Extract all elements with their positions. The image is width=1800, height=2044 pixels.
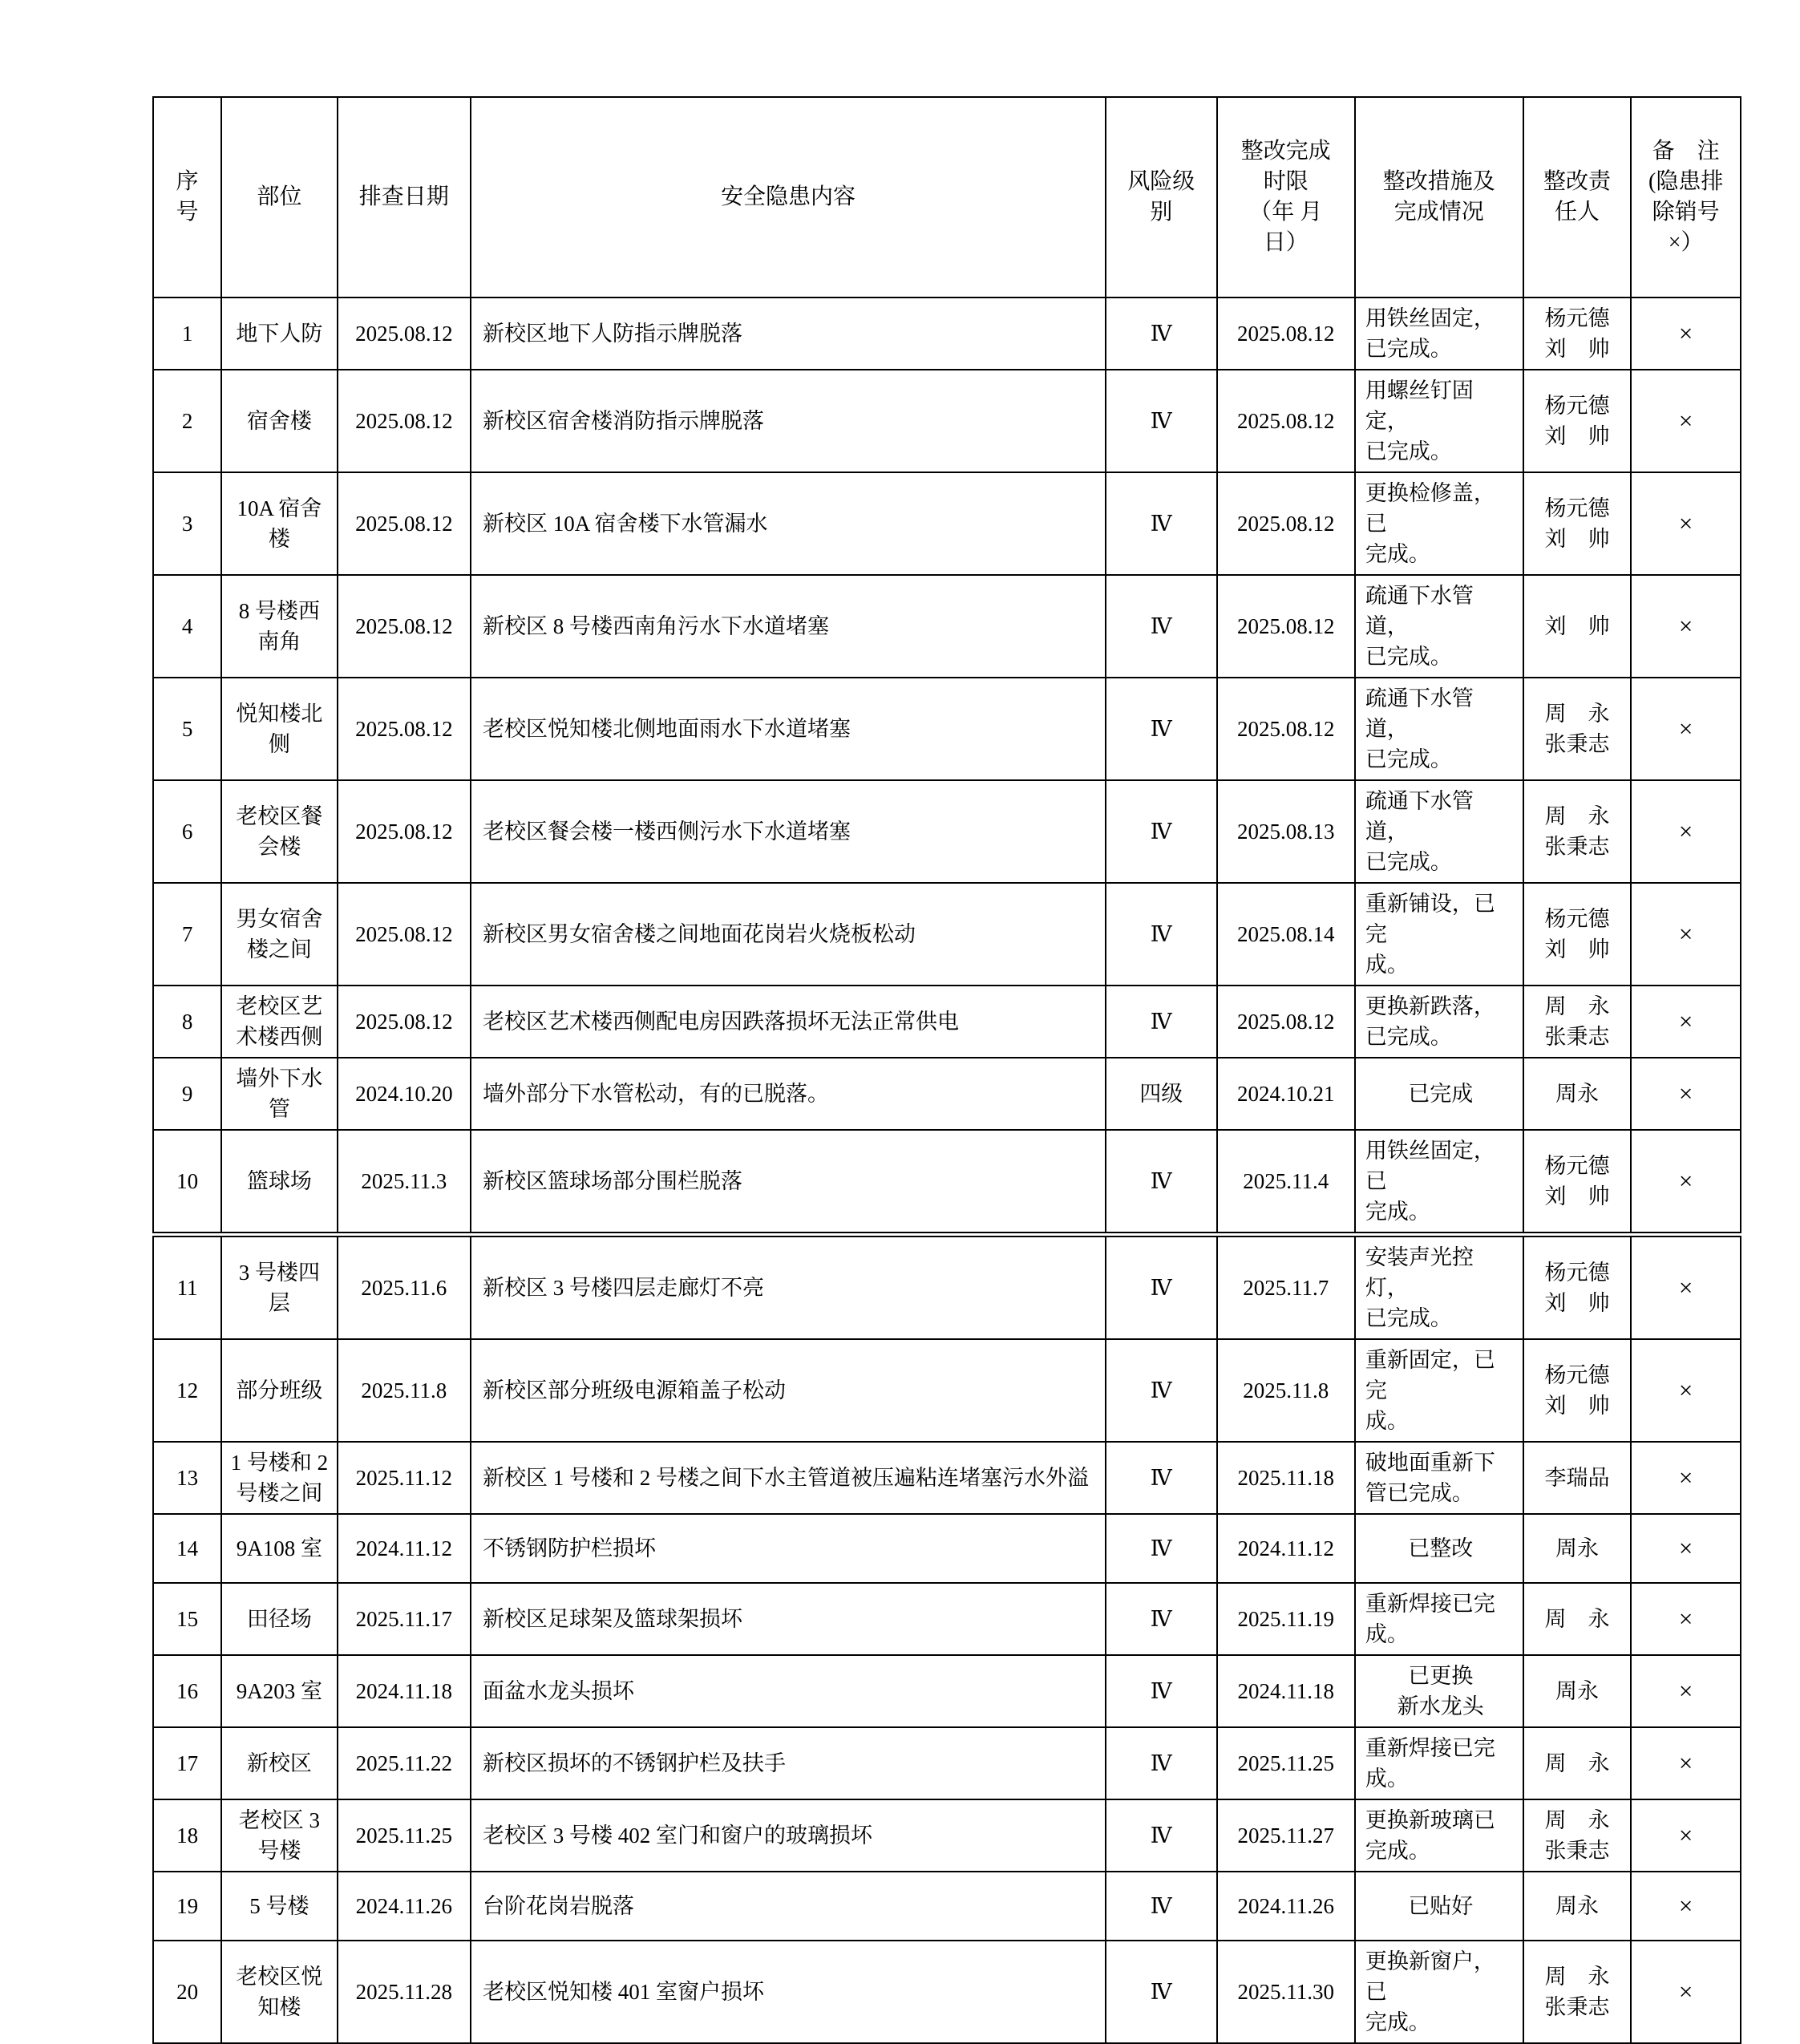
cell-remark: × [1631, 575, 1741, 678]
cell-serial: 2 [153, 370, 221, 472]
cell-risk-level: Ⅳ [1106, 1442, 1217, 1514]
cell-hazard: 墙外部分下水管松动，有的已脱落。 [471, 1058, 1106, 1130]
cell-remark: × [1631, 780, 1741, 883]
header-serial-number: 序 号 [153, 97, 221, 297]
table-row [153, 1058, 1741, 1130]
cell-responsible: 周永 [1523, 1655, 1632, 1727]
cell-risk-level: Ⅳ [1106, 1130, 1217, 1235]
cell-deadline: 2025.08.12 [1217, 472, 1355, 575]
cell-hazard: 新校区 8 号楼西南角污水下水道堵塞 [471, 575, 1106, 678]
cell-measures: 安装声光控灯， 已完成。 [1355, 1235, 1523, 1340]
cell-inspection-date: 2024.11.18 [338, 1655, 471, 1727]
cell-location: 5 号楼 [221, 1872, 338, 1941]
cell-measures: 用铁丝固定， 已完成。 [1355, 297, 1523, 370]
cell-measures: 已贴好 [1355, 1872, 1523, 1941]
cell-deadline: 2025.11.27 [1217, 1799, 1355, 1872]
cell-inspection-date: 2024.11.26 [338, 1872, 471, 1941]
cell-serial: 15 [153, 1583, 221, 1655]
cell-measures: 重新焊接已完 成。 [1355, 1727, 1523, 1799]
cell-inspection-date: 2024.11.12 [338, 1514, 471, 1583]
hazard-rectification-table [152, 96, 1741, 2044]
cell-serial: 6 [153, 780, 221, 883]
cell-location: 田径场 [221, 1583, 338, 1655]
cell-responsible: 周 永 [1523, 1727, 1632, 1799]
cell-hazard: 老校区悦知楼北侧地面雨水下水道堵塞 [471, 678, 1106, 780]
cell-risk-level: Ⅳ [1106, 678, 1217, 780]
cell-responsible: 杨元德 刘 帅 [1523, 370, 1632, 472]
cell-serial: 8 [153, 986, 221, 1058]
cell-hazard: 新校区宿舍楼消防指示牌脱落 [471, 370, 1106, 472]
cell-hazard: 新校区损坏的不锈钢护栏及扶手 [471, 1727, 1106, 1799]
cell-responsible: 周 永 张秉志 [1523, 780, 1632, 883]
cell-remark: × [1631, 1130, 1741, 1235]
cell-remark: × [1631, 472, 1741, 575]
cell-responsible: 周 永 张秉志 [1523, 1941, 1632, 2043]
cell-location: 墙外下水管 [221, 1058, 338, 1130]
cell-deadline: 2025.11.19 [1217, 1583, 1355, 1655]
cell-serial: 4 [153, 575, 221, 678]
cell-responsible: 周 永 张秉志 [1523, 1799, 1632, 1872]
cell-hazard: 台阶花岗岩脱落 [471, 1872, 1106, 1941]
cell-deadline: 2024.11.18 [1217, 1655, 1355, 1727]
table-row [153, 780, 1741, 883]
cell-inspection-date: 2025.08.12 [338, 678, 471, 780]
cell-hazard: 新校区篮球场部分围栏脱落 [471, 1130, 1106, 1235]
cell-risk-level: Ⅳ [1106, 1799, 1217, 1872]
table-row [153, 1872, 1741, 1941]
cell-risk-level: Ⅳ [1106, 1727, 1217, 1799]
cell-serial: 17 [153, 1727, 221, 1799]
cell-remark: × [1631, 678, 1741, 780]
cell-remark: × [1631, 1727, 1741, 1799]
cell-location: 8 号楼西南角 [221, 575, 338, 678]
cell-measures: 重新焊接已完 成。 [1355, 1583, 1523, 1655]
table-row [153, 678, 1741, 780]
table-row [153, 1655, 1741, 1727]
cell-remark: × [1631, 297, 1741, 370]
cell-risk-level: Ⅳ [1106, 1872, 1217, 1941]
table-header [153, 97, 1741, 297]
cell-location: 9A108 室 [221, 1514, 338, 1583]
cell-serial: 10 [153, 1130, 221, 1235]
cell-inspection-date: 2025.08.12 [338, 883, 471, 986]
cell-responsible: 周永 [1523, 1514, 1632, 1583]
cell-measures: 疏通下水管道， 已完成。 [1355, 780, 1523, 883]
cell-hazard: 老校区餐会楼一楼西侧污水下水道堵塞 [471, 780, 1106, 883]
cell-remark: × [1631, 986, 1741, 1058]
cell-location: 地下人防 [221, 297, 338, 370]
cell-hazard: 老校区悦知楼 401 室窗户损坏 [471, 1941, 1106, 2043]
cell-responsible: 杨元德 刘 帅 [1523, 472, 1632, 575]
cell-risk-level: Ⅳ [1106, 1514, 1217, 1583]
cell-responsible: 周 永 张秉志 [1523, 986, 1632, 1058]
cell-location: 新校区 [221, 1727, 338, 1799]
cell-location: 3 号楼四层 [221, 1235, 338, 1340]
cell-remark: × [1631, 1655, 1741, 1727]
table-row [153, 1514, 1741, 1583]
header-deadline: 整改完成 时限 （年 月 日） [1217, 97, 1355, 297]
cell-hazard: 新校区部分班级电源箱盖子松动 [471, 1339, 1106, 1442]
cell-remark: × [1631, 370, 1741, 472]
cell-remark: × [1631, 1799, 1741, 1872]
cell-serial: 20 [153, 1941, 221, 2043]
cell-location: 老校区餐会楼 [221, 780, 338, 883]
header-hazard-content: 安全隐患内容 [471, 97, 1106, 297]
cell-deadline: 2025.11.8 [1217, 1339, 1355, 1442]
cell-responsible: 周 永 张秉志 [1523, 678, 1632, 780]
cell-location: 部分班级 [221, 1339, 338, 1442]
cell-measures: 更换新跌落， 已完成。 [1355, 986, 1523, 1058]
cell-serial: 14 [153, 1514, 221, 1583]
cell-serial: 19 [153, 1872, 221, 1941]
cell-inspection-date: 2025.08.12 [338, 297, 471, 370]
cell-location: 悦知楼北侧 [221, 678, 338, 780]
cell-inspection-date: 2025.11.6 [338, 1235, 471, 1340]
cell-hazard: 面盆水龙头损坏 [471, 1655, 1106, 1727]
cell-risk-level: Ⅳ [1106, 575, 1217, 678]
cell-serial: 16 [153, 1655, 221, 1727]
cell-deadline: 2025.08.12 [1217, 297, 1355, 370]
header-risk-level: 风险级 别 [1106, 97, 1217, 297]
cell-deadline: 2025.08.12 [1217, 370, 1355, 472]
cell-remark: × [1631, 1339, 1741, 1442]
cell-inspection-date: 2024.10.20 [338, 1058, 471, 1130]
cell-risk-level: 四级 [1106, 1058, 1217, 1130]
cell-responsible: 李瑞品 [1523, 1442, 1632, 1514]
cell-deadline: 2025.08.12 [1217, 678, 1355, 780]
cell-measures: 重新铺设，已完 成。 [1355, 883, 1523, 986]
cell-hazard: 新校区足球架及篮球架损坏 [471, 1583, 1106, 1655]
cell-measures: 用铁丝固定，已 完成。 [1355, 1130, 1523, 1235]
cell-measures: 已完成 [1355, 1058, 1523, 1130]
cell-inspection-date: 2025.11.12 [338, 1442, 471, 1514]
cell-deadline: 2024.11.12 [1217, 1514, 1355, 1583]
cell-measures: 重新固定，已完 成。 [1355, 1339, 1523, 1442]
header-location: 部位 [221, 97, 338, 297]
header-inspection-date: 排查日期 [338, 97, 471, 297]
cell-risk-level: Ⅳ [1106, 1235, 1217, 1340]
header-row [153, 97, 1741, 297]
cell-risk-level: Ⅳ [1106, 986, 1217, 1058]
cell-risk-level: Ⅳ [1106, 370, 1217, 472]
cell-measures: 更换新玻璃已 完成。 [1355, 1799, 1523, 1872]
table-row [153, 1130, 1741, 1235]
cell-location: 老校区艺术楼西侧 [221, 986, 338, 1058]
cell-serial: 5 [153, 678, 221, 780]
cell-location: 篮球场 [221, 1130, 338, 1235]
cell-measures: 更换检修盖，已 完成。 [1355, 472, 1523, 575]
cell-inspection-date: 2025.08.12 [338, 370, 471, 472]
cell-location: 老校区悦知楼 [221, 1941, 338, 2043]
cell-serial: 13 [153, 1442, 221, 1514]
cell-risk-level: Ⅳ [1106, 780, 1217, 883]
cell-deadline: 2025.08.13 [1217, 780, 1355, 883]
table-row [153, 1941, 1741, 2043]
cell-responsible: 杨元德 刘 帅 [1523, 1235, 1632, 1340]
cell-inspection-date: 2025.11.17 [338, 1583, 471, 1655]
cell-deadline: 2024.11.26 [1217, 1872, 1355, 1941]
cell-remark: × [1631, 1235, 1741, 1340]
cell-inspection-date: 2025.11.3 [338, 1130, 471, 1235]
cell-measures: 破地面重新下 管已完成。 [1355, 1442, 1523, 1514]
cell-measures: 疏通下水管道， 已完成。 [1355, 575, 1523, 678]
cell-serial: 11 [153, 1235, 221, 1340]
cell-inspection-date: 2025.08.12 [338, 575, 471, 678]
table-row [153, 1799, 1741, 1872]
cell-risk-level: Ⅳ [1106, 1941, 1217, 2043]
cell-risk-level: Ⅳ [1106, 883, 1217, 986]
cell-inspection-date: 2025.08.12 [338, 780, 471, 883]
cell-measures: 用螺丝钉固定， 已完成。 [1355, 370, 1523, 472]
cell-location: 宿舍楼 [221, 370, 338, 472]
cell-hazard: 老校区艺术楼西侧配电房因跌落损坏无法正常供电 [471, 986, 1106, 1058]
cell-inspection-date: 2025.11.28 [338, 1941, 471, 2043]
cell-deadline: 2024.10.21 [1217, 1058, 1355, 1130]
table-row [153, 986, 1741, 1058]
cell-location: 老校区 3 号楼 [221, 1799, 338, 1872]
table-row [153, 1339, 1741, 1442]
cell-remark: × [1631, 883, 1741, 986]
cell-hazard: 新校区 1 号楼和 2 号楼之间下水主管道被压遍粘连堵塞污水外溢 [471, 1442, 1106, 1514]
cell-location: 1 号楼和 2 号楼之间 [221, 1442, 338, 1514]
cell-responsible: 杨元德 刘 帅 [1523, 297, 1632, 370]
cell-deadline: 2025.08.12 [1217, 575, 1355, 678]
table-row [153, 297, 1741, 370]
cell-remark: × [1631, 1583, 1741, 1655]
cell-hazard: 新校区 10A 宿舍楼下水管漏水 [471, 472, 1106, 575]
cell-hazard: 新校区 3 号楼四层走廊灯不亮 [471, 1235, 1106, 1340]
cell-remark: × [1631, 1941, 1741, 2043]
cell-responsible: 杨元德 刘 帅 [1523, 883, 1632, 986]
cell-deadline: 2025.11.30 [1217, 1941, 1355, 2043]
cell-risk-level: Ⅳ [1106, 297, 1217, 370]
cell-deadline: 2025.11.7 [1217, 1235, 1355, 1340]
cell-serial: 9 [153, 1058, 221, 1130]
header-remark: 备 注 (隐患排 除销号 ×） [1631, 97, 1741, 297]
header-responsible-person: 整改责 任人 [1523, 97, 1632, 297]
cell-serial: 7 [153, 883, 221, 986]
cell-hazard: 不锈钢防护栏损坏 [471, 1514, 1106, 1583]
cell-responsible: 周永 [1523, 1872, 1632, 1941]
cell-location: 男女宿舍楼之间 [221, 883, 338, 986]
cell-risk-level: Ⅳ [1106, 1339, 1217, 1442]
cell-inspection-date: 2025.11.25 [338, 1799, 471, 1872]
cell-serial: 18 [153, 1799, 221, 1872]
cell-hazard: 新校区男女宿舍楼之间地面花岗岩火烧板松动 [471, 883, 1106, 986]
table-row [153, 1727, 1741, 1799]
cell-measures: 已更换 新水龙头 [1355, 1655, 1523, 1727]
table-row [153, 1235, 1741, 1340]
cell-hazard: 新校区地下人防指示牌脱落 [471, 297, 1106, 370]
cell-remark: × [1631, 1514, 1741, 1583]
table-row [153, 370, 1741, 472]
cell-location: 10A 宿舍楼 [221, 472, 338, 575]
cell-deadline: 2025.11.4 [1217, 1130, 1355, 1235]
cell-measures: 已整改 [1355, 1514, 1523, 1583]
cell-measures: 疏通下水管道， 已完成。 [1355, 678, 1523, 780]
cell-inspection-date: 2025.08.12 [338, 472, 471, 575]
cell-inspection-date: 2025.08.12 [338, 986, 471, 1058]
cell-measures: 更换新窗户，已 完成。 [1355, 1941, 1523, 2043]
table-row [153, 1442, 1741, 1514]
cell-responsible: 周永 [1523, 1058, 1632, 1130]
cell-serial: 12 [153, 1339, 221, 1442]
cell-responsible: 杨元德 刘 帅 [1523, 1130, 1632, 1235]
cell-serial: 1 [153, 297, 221, 370]
cell-risk-level: Ⅳ [1106, 1655, 1217, 1727]
cell-risk-level: Ⅳ [1106, 472, 1217, 575]
cell-remark: × [1631, 1058, 1741, 1130]
cell-inspection-date: 2025.11.8 [338, 1339, 471, 1442]
table-row [153, 1583, 1741, 1655]
table-row [153, 472, 1741, 575]
cell-deadline: 2025.08.12 [1217, 986, 1355, 1058]
cell-risk-level: Ⅳ [1106, 1583, 1217, 1655]
cell-deadline: 2025.08.14 [1217, 883, 1355, 986]
cell-remark: × [1631, 1872, 1741, 1941]
table-row [153, 575, 1741, 678]
cell-deadline: 2025.11.25 [1217, 1727, 1355, 1799]
table-body [153, 297, 1741, 2043]
cell-deadline: 2025.11.18 [1217, 1442, 1355, 1514]
table-row [153, 883, 1741, 986]
cell-location: 9A203 室 [221, 1655, 338, 1727]
cell-remark: × [1631, 1442, 1741, 1514]
header-measures: 整改措施及 完成情况 [1355, 97, 1523, 297]
cell-inspection-date: 2025.11.22 [338, 1727, 471, 1799]
cell-serial: 3 [153, 472, 221, 575]
cell-hazard: 老校区 3 号楼 402 室门和窗户的玻璃损坏 [471, 1799, 1106, 1872]
cell-responsible: 刘 帅 [1523, 575, 1632, 678]
cell-responsible: 杨元德 刘 帅 [1523, 1339, 1632, 1442]
cell-responsible: 周 永 [1523, 1583, 1632, 1655]
